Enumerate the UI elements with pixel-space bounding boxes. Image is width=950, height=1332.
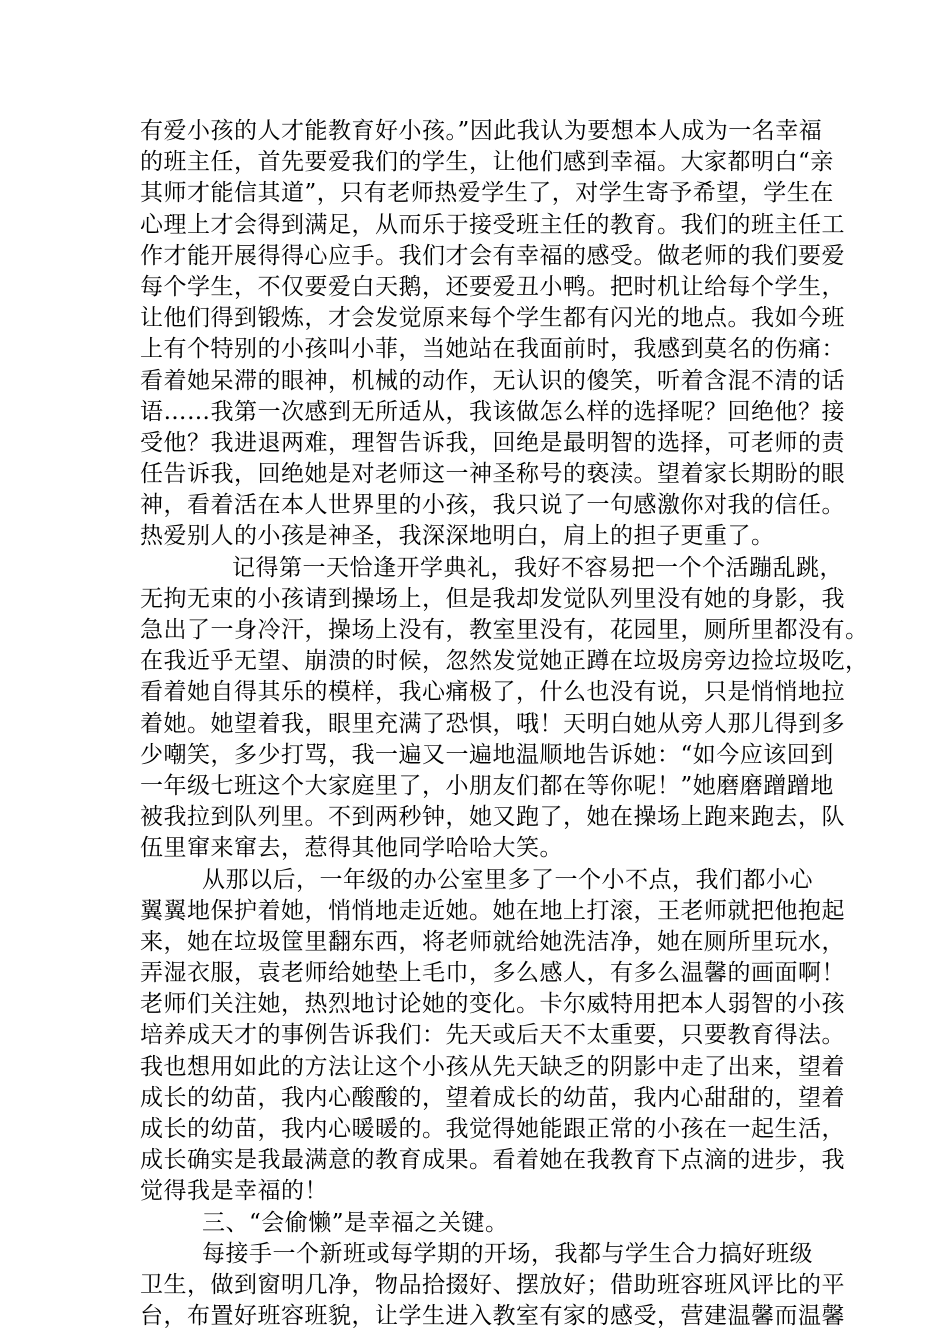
text-line: 让他们得到锻炼，才会发觉原来每个学生都有闪光的地点。我如今班 xyxy=(140,305,845,332)
text-line: 在我近乎无望、崩溃的时候，忽然发觉她正蹲在垃圾房旁边捡垃圾吃， xyxy=(140,648,869,675)
text-line: 无拘无束的小孩请到操场上，但是我却发觉队列里没有她的身影，我 xyxy=(140,585,845,612)
text-line: 成长的幼苗，我内心暖暖的。我觉得她能跟正常的小孩在一起生活， xyxy=(140,1116,845,1142)
text-line: 急出了一身冷汗，操场上没有，教室里没有，花园里，厕所里都没有。 xyxy=(140,617,869,643)
text-line: 热爱别人的小孩是神圣，我深深地明白，肩上的担子更重了。 xyxy=(140,523,775,550)
text-line: 来，她在垃圾筐里翻东西，将老师就给她洗洁净，她在厕所里玩水， xyxy=(140,928,845,955)
text-line: 的班主任，首先要爱我们的学生，让他们感到幸福。大家都明白“亲 xyxy=(140,149,834,176)
text-line: 成长确实是我最满意的教育成果。看着她在我教育下点滴的进步，我 xyxy=(140,1147,845,1174)
text-line: 伍里窜来窜去，惹得其他同学哈哈大笑。 xyxy=(140,835,563,862)
text-line: 弄湿衣服，袁老师给她垫上毛巾，多么感人，有多么温馨的画面啊！ xyxy=(140,960,845,987)
text-line: 每个学生，不仅要爱白天鹅，还要爱丑小鸭。把时机让给每个学生， xyxy=(140,273,845,300)
text-line: 台，布置好班容班貌，让学生进入教室有家的感受，营建温馨而温馨 xyxy=(140,1303,845,1330)
text-line: 受他？我进退两难，理智告诉我，回绝是最明智的选择，可老师的责 xyxy=(140,429,845,456)
text-line: 心理上才会得到满足，从而乐于接受班主任的教育。我们的班主任工 xyxy=(140,211,845,238)
text-line: 卫生，做到窗明几净，物品拾掇好、摆放好；借助班容班风评比的平 xyxy=(140,1271,845,1298)
text-line: 成长的幼苗，我内心酸酸的，望着成长的幼苗，我内心甜甜的，望着 xyxy=(140,1084,845,1111)
text-line: 其师才能信其道”，只有老师热爱学生了，对学生寄予希望，学生在 xyxy=(140,180,834,207)
section-heading: 三、“会偷懒”是幸福之关键。 xyxy=(202,1209,509,1236)
text-line: 我也想用如此的方法让这个小孩从先天缺乏的阴影中走了出来，望着 xyxy=(140,1053,845,1080)
paragraph-start-line: 从那以后，一年级的办公室里多了一个小不点，我们都小心 xyxy=(202,866,813,893)
text-line: 一年级七班这个大家庭里了，小朋友们都在等你呢！”她磨磨蹭蹭地 xyxy=(140,772,834,799)
text-line: 看着她自得其乐的模样，我心痛极了，什么也没有说，只是悄悄地拉 xyxy=(140,679,845,706)
paragraph-start-line: 每接手一个新班或每学期的开场，我都与学生合力搞好班级 xyxy=(202,1240,813,1267)
text-line: 觉得我是幸福的！ xyxy=(140,1178,328,1205)
body-text xyxy=(140,116,869,1332)
text-line: 少嘲笑，多少打骂，我一遍又一遍地温顺地告诉她：“如今应该回到 xyxy=(140,741,834,768)
text-line: 作才能开展得得心应手。我们才会有幸福的感受。做老师的我们要爱 xyxy=(140,242,845,269)
text-line: 有爱小孩的人才能教育好小孩。”因此我认为要想本人成为一名幸福 xyxy=(140,118,823,144)
text-line: 任告诉我，回绝她是对老师这一神圣称号的亵渎。望着家长期盼的眼 xyxy=(140,461,845,488)
text-line: 看着她呆滞的眼神，机械的动作，无认识的傻笑，听着含混不清的话 xyxy=(140,367,845,394)
text-line: 神，看着活在本人世界里的小孩，我只说了一句感激你对我的信任。 xyxy=(140,492,845,519)
text-line: 上有个特别的小孩叫小菲，当她站在我面前时，我感到莫名的伤痛： xyxy=(140,336,845,363)
text-line: 着她。她望着我，眼里充满了恐惧，哦！天明白她从旁人那儿得到多 xyxy=(140,710,845,737)
text-line: 翼翼地保护着她，悄悄地走近她。她在地上打滚，王老师就把他抱起 xyxy=(140,897,845,924)
paragraph-start-line: 记得第一天恰逢开学典礼，我好不容易把一个个活蹦乱跳， xyxy=(232,554,843,581)
text-line: 培养成天才的事例告诉我们：先天或后天不太重要，只要教育得法。 xyxy=(140,1022,845,1049)
text-line: 老师们关注她，热烈地讨论她的变化。卡尔威特用把本人弱智的小孩 xyxy=(140,991,845,1018)
text-line: 语……我第一次感到无所适从，我该做怎么样的选择呢？回绝他？接 xyxy=(140,398,845,425)
text-line: 被我拉到队列里。不到两秒钟，她又跑了，她在操场上跑来跑去，队 xyxy=(140,804,845,831)
